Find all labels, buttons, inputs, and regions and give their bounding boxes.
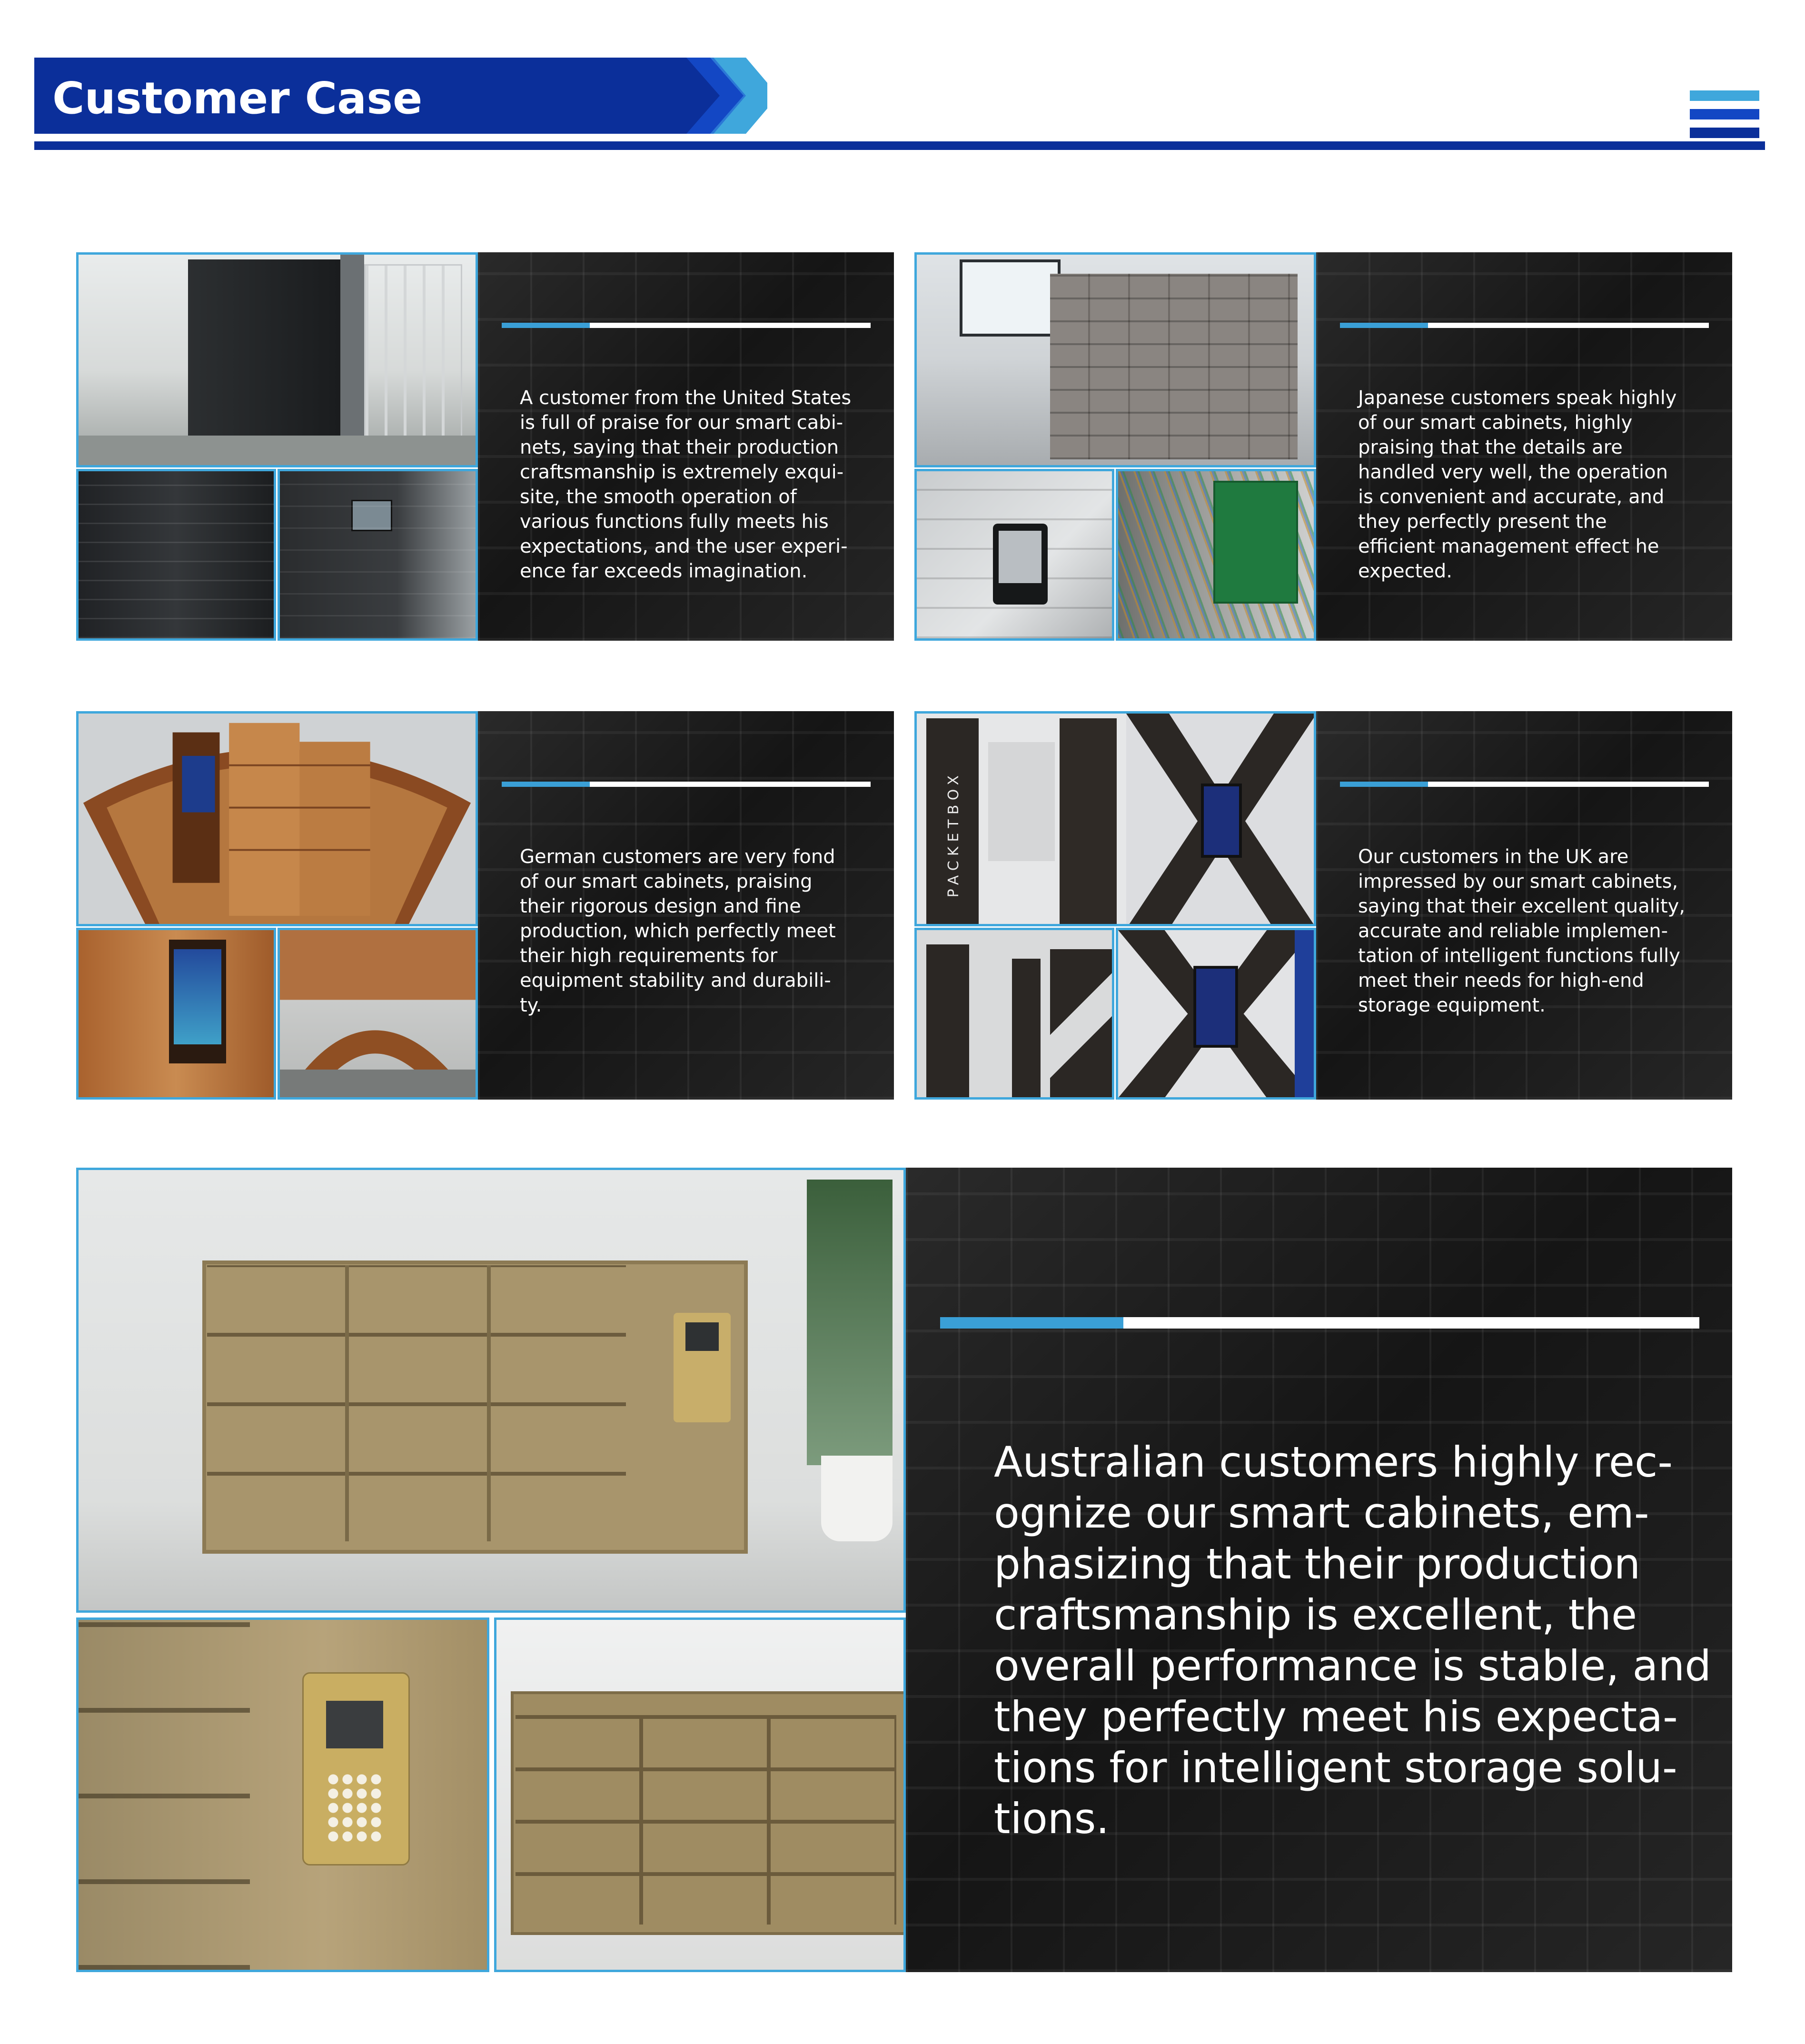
black-locker-screen-photo [278, 469, 478, 641]
wooden-arc-detail-photo [278, 928, 478, 1100]
packetbox-label: PACKETBOX [945, 771, 962, 898]
packetbox-x-cabinet-photo [914, 711, 1316, 926]
wooden-screen-photo [76, 928, 276, 1100]
case-text: Our customers in the UK are impressed by our smart cabinets, saying that their excellent quality, accurate and reliable implemen- tation of intelligent functions fully meet their needs for high-end storage equipment. [1358, 846, 1686, 1016]
case-card-australia [76, 1168, 1732, 1972]
case-card-uk [914, 711, 1732, 1100]
page-title: Customer Case [52, 73, 423, 124]
accent-bar [940, 1317, 1123, 1329]
case-text: A customer from the United States is full of praise for our smart cabi- nets, saying that their production craftsmanship is extremely exqui- site, the smooth operation of various functions fully meets his expectations, and the user experi- ence far exceeds imagination. [520, 387, 852, 582]
black-locker-front-photo [76, 469, 276, 641]
case-text-panel [478, 711, 894, 1100]
accent-bar [1340, 323, 1428, 328]
divider-bar [1428, 782, 1709, 787]
packetbox-display-photo [914, 928, 1114, 1100]
wooden-fan-cabinet-photo [76, 711, 478, 926]
brass-mailbox-side-photo [494, 1617, 906, 1972]
case-text-panel [478, 252, 894, 641]
accent-bar [502, 323, 590, 328]
case-text-panel [1316, 711, 1732, 1100]
case-text: Australian customers highly rec- ognize our smart cabinets, em- phasizing that their production craftsmanship is excellent, the overall performance is stable, and they perfectly meet his expecta- tions for intelligent storage solu- tions. [994, 1438, 1712, 1843]
case-text-panel [1316, 252, 1732, 641]
hamburger-icon[interactable] [1690, 90, 1759, 138]
mailbox-screen-photo [914, 469, 1114, 641]
divider-bar [590, 782, 871, 787]
divider-bar [1428, 323, 1709, 328]
brass-mailbox-photo [76, 1168, 906, 1613]
case-text-panel [906, 1168, 1732, 1972]
header-divider [34, 141, 1765, 150]
black-locker-photo [76, 252, 478, 467]
x-cabinet-screen-photo [1116, 928, 1316, 1100]
divider-bar [1123, 1317, 1699, 1329]
accent-bar [1340, 782, 1428, 787]
case-card-japan [914, 252, 1732, 641]
brass-keypad-photo [76, 1617, 489, 1972]
case-card-germany [76, 711, 894, 1100]
case-text: German customers are very fond of our smart cabinets, praising their rigorous design and fine production, which perfectly meet their high requirements for equipment stability and durabili- ty. [520, 846, 836, 1016]
steel-cabinet-wall-photo [914, 252, 1316, 467]
case-card-usa [76, 252, 894, 641]
divider-bar [590, 323, 871, 328]
case-text: Japanese customers speak highly of our smart cabinets, highly praising that the details are handled very well, the operation is convenient and accurate, and they perfectly present the efficient management effect he expected. [1358, 387, 1677, 582]
accent-bar [502, 782, 590, 787]
circuit-board-photo [1116, 469, 1316, 641]
